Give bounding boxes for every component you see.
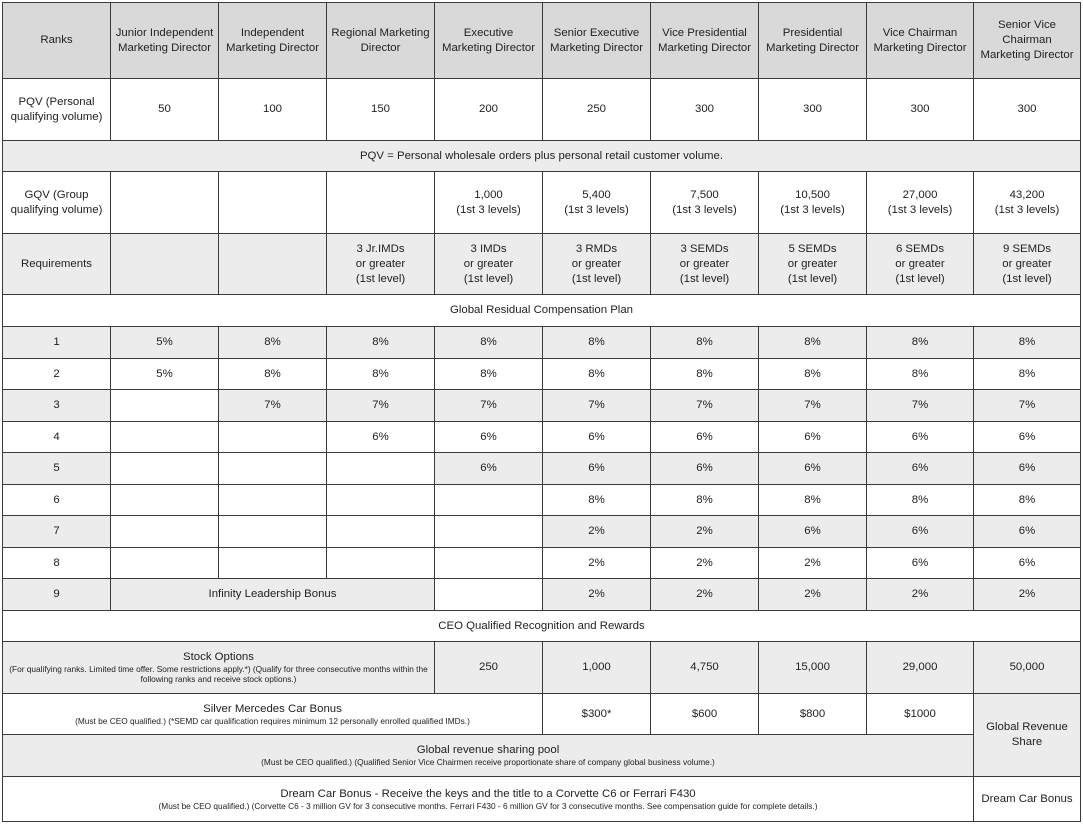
gqv-cell: 1,000 (1st 3 levels) [435,172,543,234]
mercedes-note: (Must be CEO qualified.) (*SEMD car qualification requires minimum 12 personally enrolled qualified IMDs.) [75,715,470,726]
level-cell: 8% [327,327,435,359]
requirements-cell [111,234,219,295]
level-cell: 2% [651,548,759,579]
level-cell: 6% [867,453,974,485]
level-cell: 8% [759,327,867,359]
level-cell [327,453,435,485]
level-cell: 7% [435,390,543,422]
ceo-title-row [3,611,1081,642]
dream-car-cell: Dream Car Bonus [974,777,1081,822]
level-cell: 6% [543,422,651,453]
pqv-cell: 300 [651,79,759,141]
level-cell: 8% [759,359,867,390]
mercedes-cell: $800 [759,694,867,735]
pqv-row [3,79,1081,141]
gqv-cell: 10,500 (1st 3 levels) [759,172,867,234]
requirements-cell [219,234,327,295]
level-cell: 8% [651,359,759,390]
level-cell [219,485,327,516]
header-cell: Vice Chairman Marketing Director [867,3,974,79]
level-cell: 8% [543,485,651,516]
gqv-cell [327,172,435,234]
level-number: 7 [3,516,111,548]
level-row [3,516,1081,548]
level-number: 9 [3,579,111,611]
mercedes-cell: $1000 [867,694,974,735]
dream-car-label [3,777,974,822]
stock-cell: 15,000 [759,642,867,694]
level-cell: 2% [543,579,651,611]
pqv-cell: 50 [111,79,219,141]
level-cell [219,516,327,548]
level-cell: 2% [651,516,759,548]
pqv-cell: 300 [759,79,867,141]
level-cell: 8% [974,327,1081,359]
header-cell: Presidential Marketing Director [759,3,867,79]
level-cell [435,579,543,611]
level-cell: 2% [867,579,974,611]
level-cell: 6% [974,516,1081,548]
row-label: GQV (Group qualifying volume) [3,172,111,234]
gqv-cell [111,172,219,234]
level-cell: 8% [867,327,974,359]
level-cell: 2% [974,579,1081,611]
infinity-leadership-bonus: Infinity Leadership Bonus [111,579,435,611]
level-cell [327,516,435,548]
requirements-cell: 9 SEMDs or greater (1st level) [974,234,1081,295]
dream-car-note: (Must be CEO qualified.) (Corvette C6 - 3 million GV for 3 consecutive months. Ferrari F430 - 6 million GV for 3 consecutive months. See compensation guide for complete details.) [158,800,818,811]
mercedes-title: Silver Mercedes Car Bonus [203,702,342,715]
pqv-note: PQV = Personal wholesale orders plus personal retail customer volume. [3,141,1081,172]
level-cell [219,548,327,579]
level-number: 6 [3,485,111,516]
header-cell: Regional Marketing Director [327,3,435,79]
gqv-cell: 27,000 (1st 3 levels) [867,172,974,234]
level-row [3,485,1081,516]
level-cell: 6% [759,422,867,453]
level-number: 3 [3,390,111,422]
level-cell: 2% [759,579,867,611]
pqv-cell: 250 [543,79,651,141]
header-cell: Senior Vice Chairman Marketing Director [974,3,1081,79]
pqv-cell: 300 [974,79,1081,141]
level-cell: 8% [974,359,1081,390]
gqv-cell: 5,400 (1st 3 levels) [543,172,651,234]
level-cell: 7% [759,390,867,422]
level-row [3,422,1081,453]
stock-options-label [3,642,435,694]
row-label: Requirements [3,234,111,295]
level-cell: 2% [543,516,651,548]
level-cell: 2% [651,579,759,611]
level-cell: 6% [543,453,651,485]
header-cell: Vice Presidential Marketing Director [651,3,759,79]
level-cell [435,485,543,516]
level-row [3,327,1081,359]
requirements-cell: 3 SEMDs or greater (1st level) [651,234,759,295]
level-cell: 6% [867,548,974,579]
level-cell: 8% [651,327,759,359]
level-cell [111,485,219,516]
pqv-cell: 100 [219,79,327,141]
level-cell: 7% [327,390,435,422]
level-number: 5 [3,453,111,485]
level-row [3,579,1081,611]
revenue-pool-title: Global revenue sharing pool [416,744,560,756]
level-cell [327,548,435,579]
level-cell: 6% [435,422,543,453]
level-number: 4 [3,422,111,453]
gqv-cell: 7,500 (1st 3 levels) [651,172,759,234]
stock-cell: 29,000 [867,642,974,694]
level-row [3,359,1081,390]
level-cell [219,422,327,453]
mercedes-cell: $300* [543,694,651,735]
level-cell [219,453,327,485]
level-cell: 8% [435,359,543,390]
level-cell: 5% [111,359,219,390]
requirements-cell: 3 RMDs or greater (1st level) [543,234,651,295]
header-cell: Junior Independent Marketing Director [111,3,219,79]
level-cell: 8% [219,359,327,390]
level-cell: 6% [867,516,974,548]
level-number: 1 [3,327,111,359]
level-cell: 6% [435,453,543,485]
stock-cell: 4,750 [651,642,759,694]
pqv-note-row [3,141,1081,172]
revenue-pool-row [3,735,1081,777]
residual-title-row [3,295,1081,327]
level-cell: 6% [974,548,1081,579]
dream-car-row [3,777,1081,822]
header-cell: Executive Marketing Director [435,3,543,79]
level-cell: 6% [867,422,974,453]
level-cell: 7% [543,390,651,422]
level-cell: 6% [651,422,759,453]
level-cell: 8% [759,485,867,516]
level-cell: 6% [651,453,759,485]
level-cell: 8% [974,485,1081,516]
level-cell: 6% [974,453,1081,485]
level-cell: 8% [867,359,974,390]
gqv-cell [219,172,327,234]
pqv-cell: 200 [435,79,543,141]
level-number: 2 [3,359,111,390]
level-cell: 8% [327,359,435,390]
level-number: 8 [3,548,111,579]
level-cell: 5% [111,327,219,359]
requirements-cell: 5 SEMDs or greater (1st level) [759,234,867,295]
level-cell [111,453,219,485]
stock-options-title: Stock Options [183,651,254,663]
requirements-cell: 3 Jr.IMDs or greater (1st level) [327,234,435,295]
level-cell: 7% [651,390,759,422]
level-cell: 8% [651,485,759,516]
global-revenue-share: Global Revenue Share [974,694,1081,777]
level-cell: 6% [759,453,867,485]
pqv-cell: 300 [867,79,974,141]
level-cell: 6% [974,422,1081,453]
level-cell: 7% [219,390,327,422]
revenue-pool-label [3,735,974,777]
level-cell: 2% [759,548,867,579]
stock-cell: 250 [435,642,543,694]
section-title: CEO Qualified Recognition and Rewards [3,611,1081,642]
header-cell: Ranks [3,3,111,79]
header-cell: Senior Executive Marketing Director [543,3,651,79]
stock-options-note: (For qualifying ranks. Limited time offer. Some restrictions apply.*) (Qualify for three consecutive months within the following ranks and receive stock options.) [9,664,428,684]
level-row [3,453,1081,485]
level-cell: 8% [435,327,543,359]
level-cell: 6% [327,422,435,453]
gqv-row [3,172,1081,234]
requirements-row [3,234,1081,295]
dream-car-title: Dream Car Bonus - Receive the keys and the title to a Corvette C6 or Ferrari F430 [280,787,696,800]
level-cell [111,516,219,548]
level-cell [111,548,219,579]
level-row [3,548,1081,579]
level-cell: 7% [867,390,974,422]
requirements-cell: 6 SEMDs or greater (1st level) [867,234,974,295]
level-cell: 7% [974,390,1081,422]
revenue-pool-note: (Must be CEO qualified.) (Qualified Senior Vice Chairmen receive proportionate share of company global business volume.) [261,757,715,767]
level-cell [327,485,435,516]
gqv-cell: 43,200 (1st 3 levels) [974,172,1081,234]
level-cell: 8% [219,327,327,359]
level-cell [111,422,219,453]
requirements-cell: 3 IMDs or greater (1st level) [435,234,543,295]
level-cell: 8% [543,327,651,359]
mercedes-cell: $600 [651,694,759,735]
level-cell: 8% [867,485,974,516]
stock-options-row [3,642,1081,694]
header-cell: Independent Marketing Director [219,3,327,79]
level-cell [435,516,543,548]
section-title: Global Residual Compensation Plan [3,295,1081,327]
level-row [3,390,1081,422]
pqv-cell: 150 [327,79,435,141]
stock-cell: 50,000 [974,642,1081,694]
mercedes-label [3,694,543,735]
row-label: PQV (Personal qualifying volume) [3,79,111,141]
level-cell: 2% [543,548,651,579]
level-cell [111,390,219,422]
compensation-plan-table [2,2,1081,822]
mercedes-row [3,694,1081,735]
level-cell: 8% [543,359,651,390]
stock-cell: 1,000 [543,642,651,694]
level-cell [435,548,543,579]
header-row [3,3,1081,79]
level-cell: 6% [759,516,867,548]
